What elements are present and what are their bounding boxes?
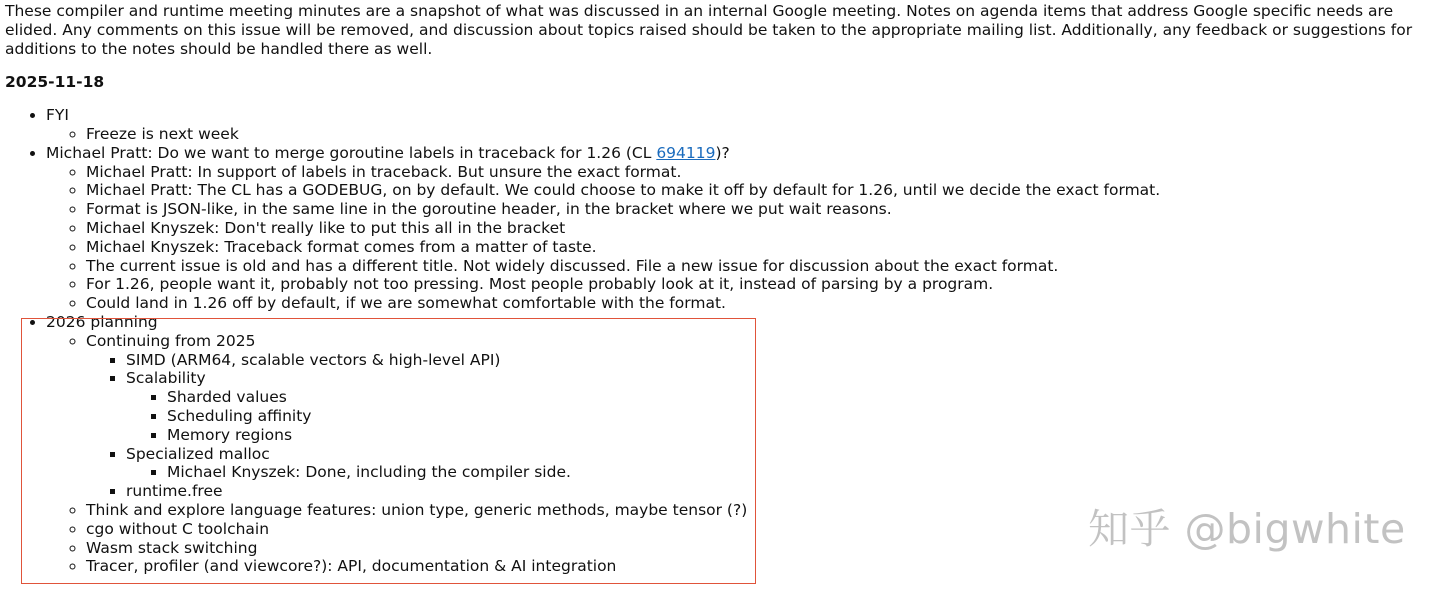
malloc-sublist [126,463,1435,482]
list-item: ◦ Think and explore language features: union type, generic methods, maybe tensor (?) [86,501,1435,520]
list-item: ◦ Michael Pratt: The CL has a GODEBUG, on by default. We could choose to make it off by default for 1.26, until we decide the exact format. [86,181,1435,200]
agenda-item-goroutine-labels [46,144,1435,313]
date-heading: 2025-11-18 [5,73,105,92]
agenda-item-label: FYI [46,106,69,125]
list-item-label: Continuing from 2025 [86,331,256,350]
agenda-item-fyi [46,106,1435,144]
list-item: ▪ Memory regions [167,426,1435,445]
list-item-scalability [126,369,1435,444]
cl-link[interactable]: 694119 [656,143,716,162]
scalability-sublist [126,388,1435,444]
agenda-item-label: 2026 planning [46,312,158,331]
list-item: ▪ Sharded values [167,388,1435,407]
watermark: 知乎 @bigwhite [1088,505,1406,553]
continuing-sublist [86,351,1435,501]
list-item: ◦ For 1.26, people want it, probably not too pressing. Most people probably look at it, instead of parsing by a program. [86,275,1435,294]
fyi-sublist [46,125,1435,144]
list-item: ◦ Freeze is next week [86,125,1435,144]
list-item: ◦ Wasm stack switching [86,539,1435,558]
meeting-minutes [5,2,1435,576]
list-item: ◦ Format is JSON-like, in the same line in the goroutine header, in the bracket where we put wait reasons. [86,200,1435,219]
list-item: ◦ Michael Pratt: In support of labels in traceback. But unsure the exact format. [86,163,1435,182]
list-item-label: Specialized malloc [126,444,270,463]
list-item: ◦ Michael Knyszek: Don't really like to put this all in the bracket [86,219,1435,238]
agenda-item-label-suffix: )? [715,143,730,162]
list-item: ▪ Scheduling affinity [167,407,1435,426]
list-item-continuing [86,332,1435,501]
list-item-malloc [126,445,1435,483]
list-item: ◦ Michael Knyszek: Traceback format comes from a matter of taste. [86,238,1435,257]
list-item: ◦ Tracer, profiler (and viewcore?): API, documentation & AI integration [86,557,1435,576]
list-item: ◦ Could land in 1.26 off by default, if we are somewhat comfortable with the format. [86,294,1435,313]
goroutine-sublist [46,163,1435,313]
list-item: ▪ SIMD (ARM64, scalable vectors & high-level API) [126,351,1435,370]
intro-paragraph: These compiler and runtime meeting minutes are a snapshot of what was discussed in an internal Google meeting. Notes on agenda items that address Google specific needs are elided. Any comments on this issue will be removed, and discussion about topics raised should be taken to the appropriate mailing list. Additionally, any feedback or suggestions for additions to the notes should be handled there as well. [5,2,1413,58]
list-item: ▪ runtime.free [126,482,1435,501]
agenda-item-label-prefix: Michael Pratt: Do we want to merge goroutine labels in traceback for 1.26 (CL [46,143,657,162]
list-item: ◦ cgo without C toolchain [86,520,1435,539]
list-item: ◦ The current issue is old and has a different title. Not widely discussed. File a new issue for discussion about the exact format. [86,257,1435,276]
list-item-label: Scalability [126,369,206,388]
list-item: ▪ Michael Knyszek: Done, including the compiler side. [167,463,1435,482]
